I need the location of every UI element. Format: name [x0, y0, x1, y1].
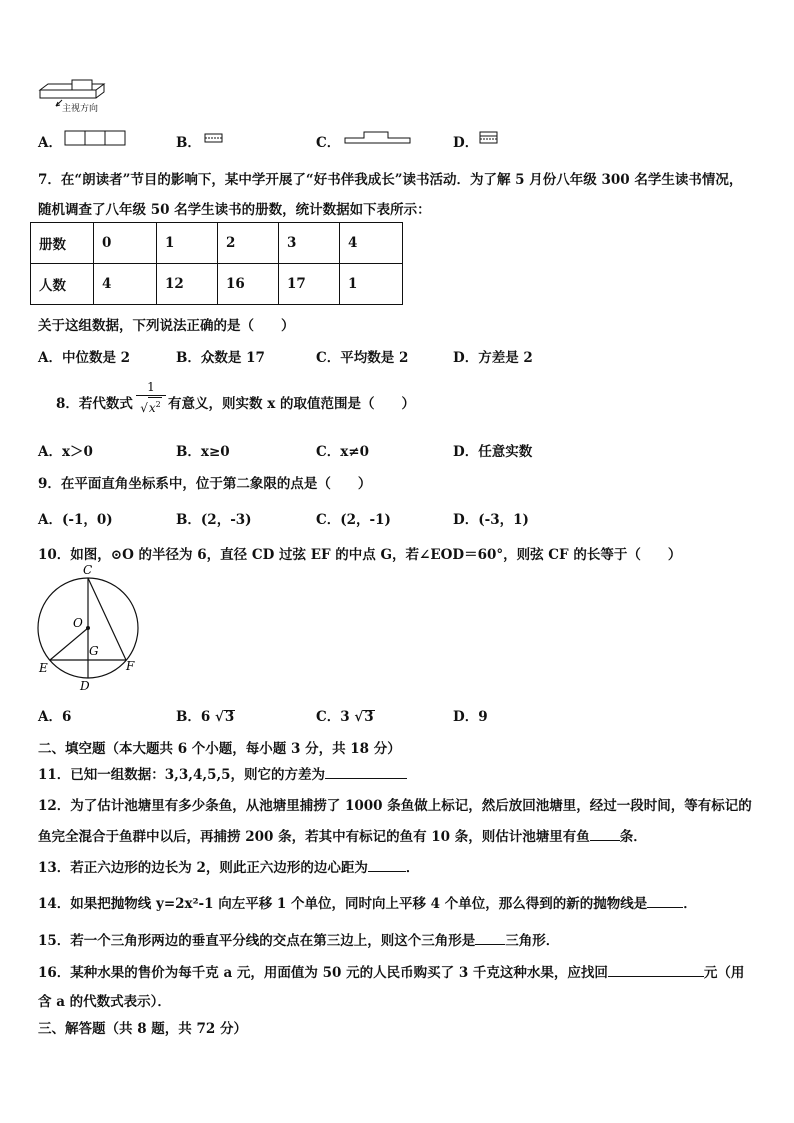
q12-text: 鱼完全混合于鱼群中以后，再捕捞 200 条，若其中有标记的鱼有 10 条，则估计池塘里有鱼 [38, 829, 590, 845]
q8-fraction [136, 380, 166, 415]
label-e: E [39, 661, 48, 675]
q7-option-c[interactable]: C．平均数是 2 [316, 350, 409, 366]
q10-option-c-radicand: 3 [364, 709, 374, 725]
label-g: G [89, 644, 99, 658]
q6-option-d[interactable]: D． [453, 135, 479, 151]
q12-line1: 12．为了估计池塘里有多少条鱼，从池塘里捕捞了 1000 条鱼做上标记，然后放回池塘里，经过一段时间，等有标记的 [38, 798, 752, 814]
q8-option-c[interactable]: C．x≠0 [316, 444, 369, 460]
table-cell: 1 [157, 223, 218, 264]
book-count-table [30, 222, 403, 305]
table-cell: 1 [340, 264, 403, 305]
q13-answer-blank[interactable] [368, 859, 406, 872]
label-d: D [80, 679, 90, 693]
table-row [31, 264, 403, 305]
q7-option-b[interactable]: B．众数是 17 [176, 350, 265, 366]
q14 [38, 892, 697, 912]
q15 [38, 929, 559, 949]
q11 [38, 763, 407, 783]
q16-line2: 含 a 的代数式表示）． [38, 994, 171, 1010]
q10-option-c[interactable]: C．3 √3 [316, 709, 374, 725]
q7-stem-line2: 随机调查了八年级 50 名学生读书的册数，统计数据如下表所示： [38, 202, 431, 218]
label-o: O [73, 616, 83, 630]
q6-option-d-figure [479, 131, 499, 144]
q11-text: 11．已知一组数据：3,3,4,5,5，则它的方差为 [38, 767, 326, 783]
q9-option-b[interactable]: B．(2，-3) [176, 512, 252, 528]
q8-option-a[interactable]: A．x＞0 [38, 444, 93, 460]
q12-answer-blank[interactable] [590, 828, 620, 841]
q10-option-a[interactable]: A．6 [38, 709, 72, 725]
q10-option-c-prefix: C．3 [316, 709, 350, 725]
q8-numerator: 1 [136, 380, 166, 396]
q13-end: ． [405, 860, 420, 876]
q8-radicand: x [148, 401, 156, 415]
circle-figure [34, 562, 142, 694]
q16-answer-blank[interactable] [608, 964, 704, 977]
q10-option-b[interactable]: B．6 √3 [176, 709, 235, 725]
q14-answer-blank[interactable] [647, 895, 683, 908]
table-cell: 4 [94, 264, 157, 305]
section-3-heading: 三、解答题（共 8 题，共 72 分） [38, 1021, 247, 1037]
table-cell: 16 [218, 264, 279, 305]
q10-option-b-prefix: B．6 [176, 709, 211, 725]
q10-option-d[interactable]: D．9 [453, 709, 488, 725]
q10-option-b-radicand: 3 [224, 709, 235, 725]
q15-answer-blank[interactable] [475, 932, 505, 945]
q6-option-c[interactable]: C． [316, 135, 341, 151]
q16-end: 元（用 [703, 965, 745, 981]
q9-option-c[interactable]: C．(2，-1) [316, 512, 391, 528]
q6-option-a-figure [64, 130, 128, 146]
q8-denominator: $√x^2$ [136, 397, 166, 415]
q16-line1 [38, 961, 744, 981]
q15-end: 三角形． [505, 933, 560, 949]
q6-option-a[interactable]: A． [38, 135, 62, 151]
q15-text: 15．若一个三角形两边的垂直平分线的交点在第三边上，则这个三角形是 [38, 933, 476, 949]
table-cell: 0 [94, 223, 157, 264]
q8-exponent: 2 [155, 400, 161, 409]
label-c: C [83, 563, 93, 577]
table-cell: 4 [340, 223, 403, 264]
table-cell: 册数 [31, 223, 94, 264]
table-cell: 17 [279, 264, 340, 305]
table-row [31, 223, 403, 264]
table-cell: 2 [218, 223, 279, 264]
q13-text: 13．若正六边形的边长为 2，则此正六边形的边心距为 [38, 860, 368, 876]
label-f: F [126, 659, 135, 673]
q6-option-b-figure [204, 133, 224, 143]
q11-answer-blank[interactable] [325, 766, 407, 779]
q8-prefix: 8．若代数式 [56, 396, 133, 412]
q10-stem: 10．如图，⊙O 的半径为 6，直径 CD 过弦 EF 的中点 G，若∠EOD＝60°，则弦 CF 的长等于（ ） [38, 547, 682, 563]
center-point [86, 626, 90, 630]
q7-stem-line1: 7．在“朗读者”节目的影响下，某中学开展了“好书伴我成长”读书活动．为了解 5 月份八年级 300 名学生读书情况， [38, 172, 743, 188]
q9-option-a[interactable]: A．(-1，0) [38, 512, 113, 528]
q13 [38, 856, 419, 876]
q7-option-d[interactable]: D．方差是 2 [453, 350, 533, 366]
q9-stem: 9．在平面直角坐标系中，位于第二象限的点是（ ） [38, 476, 372, 492]
q16-text: 16．某种水果的售价为每千克 a 元，用面值为 50 元的人民币购买了 3 千克这种水果，应找回 [38, 965, 608, 981]
section-2-heading: 二、填空题（本大题共 6 个小题，每小题 3 分，共 18 分） [38, 741, 401, 757]
q12-end: 条． [619, 829, 647, 845]
q7-option-a[interactable]: A．中位数是 2 [38, 350, 131, 366]
q6-option-c-figure [344, 128, 412, 146]
q8-option-b[interactable]: B．x≥0 [176, 444, 230, 460]
q12-line2 [38, 825, 647, 845]
q8-suffix: 有意义，则实数 x 的取值范围是（ ） [168, 396, 415, 412]
q6-option-b[interactable]: B． [176, 135, 201, 151]
q9-option-d[interactable]: D．(-3，1) [453, 512, 529, 528]
q8-option-d[interactable]: D．任意实数 [453, 444, 533, 460]
table-cell: 3 [279, 223, 340, 264]
q14-text: 14．如果把抛物线 y=2x²-1 向左平移 1 个单位，同时向上平移 4 个单位，那么得到的新的抛物线是 [38, 896, 648, 912]
table-cell: 12 [157, 264, 218, 305]
view-direction-caption: 主视方向 [62, 104, 99, 114]
q14-end: ． [683, 896, 697, 912]
table-cell: 人数 [31, 264, 94, 305]
q7-prompt: 关于这组数据，下列说法正确的是（ ） [38, 318, 295, 334]
